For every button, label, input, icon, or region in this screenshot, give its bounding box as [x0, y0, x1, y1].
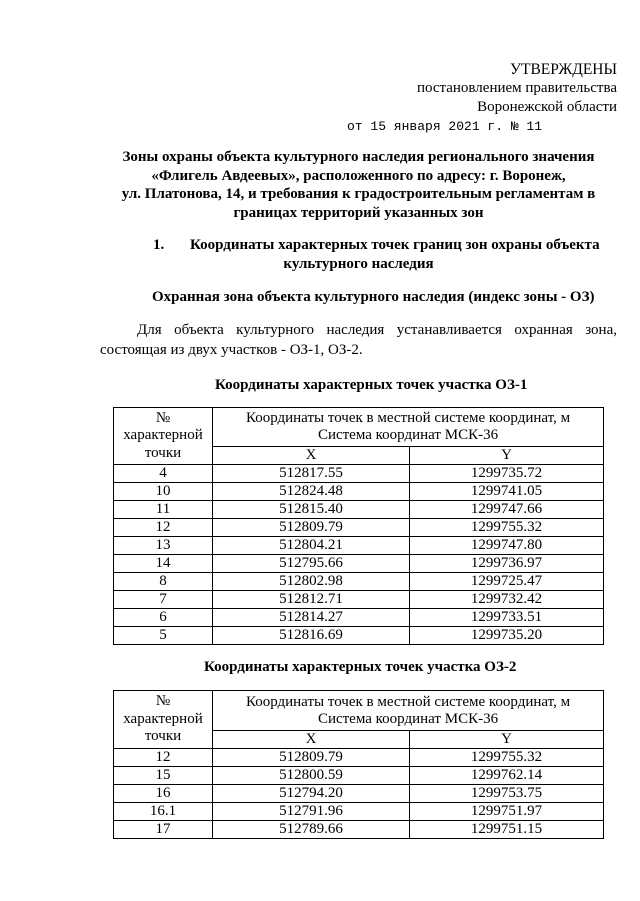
- y-coordinate-cell: 1299747.80: [410, 537, 604, 555]
- approval-issuer-line: Воронежской области: [477, 99, 617, 115]
- y-coordinate-cell: 1299735.20: [410, 627, 604, 645]
- x-coordinate-cell: 512804.21: [213, 537, 410, 555]
- approval-block: [417, 60, 617, 117]
- y-coordinate-cell: 1299751.97: [410, 803, 604, 821]
- table-row: [114, 803, 604, 821]
- header-line: характерной: [123, 710, 203, 727]
- table-header-row: [114, 408, 604, 447]
- table-row: [114, 785, 604, 803]
- table-row: [114, 749, 604, 767]
- table-row: [114, 555, 604, 573]
- x-column-header: X: [213, 731, 410, 749]
- table-row: [114, 465, 604, 483]
- table-row: [114, 821, 604, 839]
- document-title-line: Зоны охраны объекта культурного наследия регионального значения: [122, 149, 595, 165]
- x-coordinate-cell: 512812.71: [213, 591, 410, 609]
- coordinates-header: [213, 691, 604, 731]
- y-coordinate-cell: 1299747.66: [410, 501, 604, 519]
- document-title-line: границах территорий указанных зон: [233, 204, 484, 221]
- paragraph-line: Для объекта культурного наследия устанавливается охранная зона,: [137, 322, 617, 338]
- table-row: [114, 537, 604, 555]
- y-coordinate-cell: 1299733.51: [410, 609, 604, 627]
- table-row: [114, 573, 604, 591]
- point-number-cell: 14: [114, 555, 213, 573]
- point-number-cell: 4: [114, 465, 213, 483]
- section-number: 1.: [153, 237, 165, 253]
- coordinates-table-body: [114, 749, 604, 839]
- point-number-header: [114, 408, 213, 465]
- point-number-cell: 8: [114, 573, 213, 591]
- y-coordinate-cell: 1299762.14: [410, 767, 604, 785]
- y-coordinate-cell: 1299732.42: [410, 591, 604, 609]
- coordinates-table-oz2: [113, 690, 604, 839]
- approval-date: от 15 января 2021 г. № 11: [347, 119, 543, 134]
- header-line: Система координат МСК-36: [317, 710, 499, 727]
- table-row: [114, 519, 604, 537]
- paragraph-line: состоящая из двух участков - ОЗ-1, ОЗ-2.: [100, 342, 363, 358]
- x-coordinate-cell: 512824.48: [213, 483, 410, 501]
- header-line: Система координат МСК-36: [317, 427, 499, 443]
- protection-zone-heading: Охранная зона объекта культурного наследия (индекс зоны - ОЗ): [152, 289, 595, 305]
- point-number-cell: 15: [114, 767, 213, 785]
- point-number-cell: 6: [114, 609, 213, 627]
- coordinates-header: [213, 408, 604, 447]
- header-line: Координаты точек в местной системе координат, м: [245, 410, 571, 426]
- point-number-cell: 16: [114, 785, 213, 803]
- x-coordinate-cell: 512814.27: [213, 609, 410, 627]
- header-line: характерной: [123, 427, 203, 444]
- y-column-header: Y: [410, 447, 604, 465]
- x-coordinate-cell: 512816.69: [213, 627, 410, 645]
- document-title-line: «Флигель Авдеевых», расположенного по адресу: г. Воронеж,: [151, 167, 566, 184]
- point-number-header: [114, 691, 213, 749]
- y-coordinate-cell: 1299735.72: [410, 465, 604, 483]
- document-title-line: ул. Платонова, 14, и требования к градостроительным регламентам в: [121, 186, 596, 202]
- y-coordinate-cell: 1299741.05: [410, 483, 604, 501]
- table-row: [114, 501, 604, 519]
- point-number-cell: 13: [114, 537, 213, 555]
- section-heading-line: культурного наследия: [283, 256, 434, 272]
- point-number-cell: 11: [114, 501, 213, 519]
- coordinates-table-body: [114, 465, 604, 645]
- point-number-cell: 7: [114, 591, 213, 609]
- coordinates-table-oz1: [113, 407, 604, 645]
- approval-issuer-line: постановлением правительства: [416, 80, 617, 96]
- x-coordinate-cell: 512795.66: [213, 555, 410, 573]
- header-line: точки: [144, 728, 182, 745]
- x-coordinate-cell: 512800.59: [213, 767, 410, 785]
- approval-title: УТВЕРЖДЕНЫ: [510, 61, 617, 78]
- y-coordinate-cell: 1299755.32: [410, 749, 604, 767]
- point-number-cell: 5: [114, 627, 213, 645]
- table-header-row: [114, 691, 604, 731]
- x-coordinate-cell: 512789.66: [213, 821, 410, 839]
- y-coordinate-cell: 1299753.75: [410, 785, 604, 803]
- point-number-cell: 12: [114, 519, 213, 537]
- table-row: [114, 627, 604, 645]
- x-coordinate-cell: 512791.96: [213, 803, 410, 821]
- x-column-header: X: [213, 447, 410, 465]
- header-line: Координаты точек в местной системе координат, м: [245, 693, 571, 710]
- point-number-cell: 17: [114, 821, 213, 839]
- header-line: №: [155, 693, 171, 710]
- y-coordinate-cell: 1299736.97: [410, 555, 604, 573]
- x-coordinate-cell: 512809.79: [213, 749, 410, 767]
- x-coordinate-cell: 512815.40: [213, 501, 410, 519]
- table-row: [114, 767, 604, 785]
- table-row: [114, 609, 604, 627]
- point-number-cell: 12: [114, 749, 213, 767]
- header-line: точки: [144, 444, 182, 461]
- y-coordinate-cell: 1299751.15: [410, 821, 604, 839]
- y-column-header: Y: [410, 731, 604, 749]
- y-coordinate-cell: 1299725.47: [410, 573, 604, 591]
- table-row: [114, 483, 604, 501]
- x-coordinate-cell: 512794.20: [213, 785, 410, 803]
- x-coordinate-cell: 512809.79: [213, 519, 410, 537]
- x-coordinate-cell: 512802.98: [213, 573, 410, 591]
- table-caption: Координаты характерных точек участка ОЗ-1: [215, 377, 528, 393]
- point-number-cell: 16.1: [114, 803, 213, 821]
- point-number-cell: 10: [114, 483, 213, 501]
- header-line: №: [155, 409, 171, 426]
- y-coordinate-cell: 1299755.32: [410, 519, 604, 537]
- x-coordinate-cell: 512817.55: [213, 465, 410, 483]
- table-caption: Координаты характерных точек участка ОЗ-2: [204, 659, 517, 675]
- section-heading-line: Координаты характерных точек границ зон охраны объекта: [190, 237, 600, 253]
- document-title: [80, 148, 637, 222]
- table-row: [114, 591, 604, 609]
